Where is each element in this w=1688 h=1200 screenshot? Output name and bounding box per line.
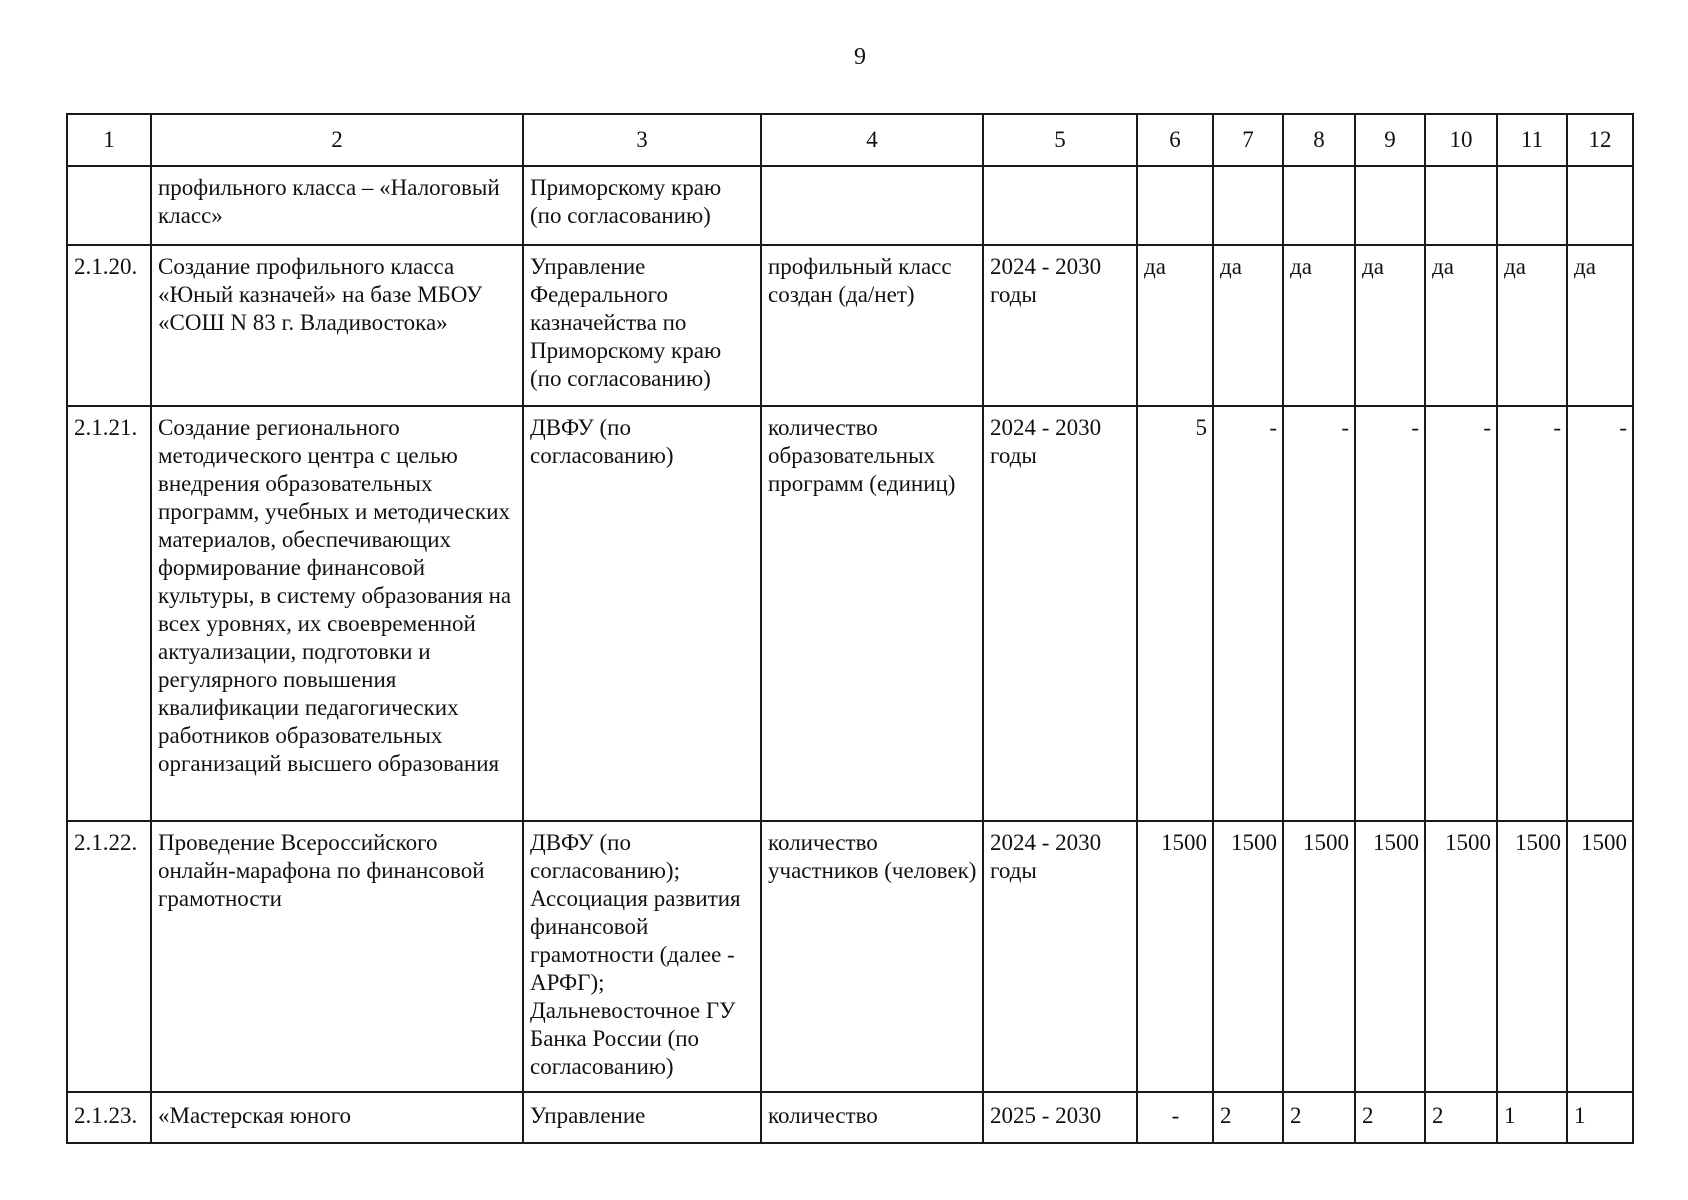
responsible-cell: Приморскому краю (по согласованию): [523, 166, 761, 245]
value-cell: [1213, 166, 1283, 245]
table-row: [67, 1092, 1633, 1143]
value-cell: 1500: [1425, 821, 1497, 1092]
value-cell: 1500: [1213, 821, 1283, 1092]
value-cell: [1425, 166, 1497, 245]
item-number-cell: 2.1.20.: [67, 245, 151, 406]
column-header: 10: [1425, 114, 1497, 166]
activity-cell: Создание регионального методического центра с целью внедрения образовательных программ, учебных и методических материалов, обеспечивающих формирование финансовой культуры, в систему образования на всех уровнях, их своевременной актуализации, подготовки и регулярного повышения квалификации педагогических работников образовательных организаций высшего образования: [151, 406, 523, 821]
table-row: [67, 166, 1633, 245]
item-number-cell: 2.1.21.: [67, 406, 151, 821]
value-cell: [1137, 166, 1213, 245]
value-cell: 1500: [1497, 821, 1567, 1092]
value-cell: да: [1355, 245, 1425, 406]
column-header: 9: [1355, 114, 1425, 166]
value-cell: -: [1425, 406, 1497, 821]
value-cell: -: [1567, 406, 1633, 821]
activities-table: [66, 113, 1634, 1144]
column-header: 5: [983, 114, 1137, 166]
value-cell: [1497, 166, 1567, 245]
indicator-cell: количество: [761, 1092, 983, 1143]
value-cell: [1567, 166, 1633, 245]
value-cell: -: [1137, 1092, 1213, 1143]
value-cell: да: [1425, 245, 1497, 406]
value-cell: да: [1137, 245, 1213, 406]
value-cell: 1500: [1137, 821, 1213, 1092]
column-header: 2: [151, 114, 523, 166]
value-cell: 1500: [1355, 821, 1425, 1092]
value-cell: 1500: [1567, 821, 1633, 1092]
table-row: [67, 406, 1633, 821]
period-cell: 2024 - 2030 годы: [983, 406, 1137, 821]
indicator-cell: профильный класс создан (да/нет): [761, 245, 983, 406]
responsible-cell: ДВФУ (по согласованию): [523, 406, 761, 821]
value-cell: 1: [1497, 1092, 1567, 1143]
period-cell: [983, 166, 1137, 245]
column-header: 8: [1283, 114, 1355, 166]
activity-cell: «Мастерская юного: [151, 1092, 523, 1143]
activity-cell: Проведение Всероссийского онлайн-марафона по финансовой грамотности: [151, 821, 523, 1092]
value-cell: да: [1283, 245, 1355, 406]
value-cell: -: [1355, 406, 1425, 821]
activity-cell: профильного класса – «Налоговый класс»: [151, 166, 523, 245]
value-cell: -: [1213, 406, 1283, 821]
value-cell: 1500: [1283, 821, 1355, 1092]
page-number: 9: [854, 44, 866, 70]
responsible-cell: ДВФУ (по согласованию); Ассоциация развития финансовой грамотности (далее - АРФГ); Дальневосточное ГУ Банка России (по согласованию): [523, 821, 761, 1092]
value-cell: 1: [1567, 1092, 1633, 1143]
period-cell: 2025 - 2030: [983, 1092, 1137, 1143]
column-header: 1: [67, 114, 151, 166]
item-number-cell: [67, 166, 151, 245]
activity-cell: Создание профильного класса «Юный казначей» на базе МБОУ «СОШ N 83 г. Владивостока»: [151, 245, 523, 406]
column-header: 6: [1137, 114, 1213, 166]
period-cell: 2024 - 2030 годы: [983, 245, 1137, 406]
value-cell: 2: [1283, 1092, 1355, 1143]
item-number-cell: 2.1.23.: [67, 1092, 151, 1143]
value-cell: да: [1213, 245, 1283, 406]
value-cell: 5: [1137, 406, 1213, 821]
value-cell: да: [1497, 245, 1567, 406]
responsible-cell: Управление: [523, 1092, 761, 1143]
value-cell: 2: [1355, 1092, 1425, 1143]
column-header: 12: [1567, 114, 1633, 166]
indicator-cell: [761, 166, 983, 245]
column-header: 7: [1213, 114, 1283, 166]
value-cell: да: [1567, 245, 1633, 406]
column-header: 3: [523, 114, 761, 166]
period-cell: 2024 - 2030 годы: [983, 821, 1137, 1092]
value-cell: [1283, 166, 1355, 245]
column-header: 11: [1497, 114, 1567, 166]
value-cell: 2: [1425, 1092, 1497, 1143]
table-row: [67, 821, 1633, 1092]
table-header-row: [67, 114, 1633, 166]
indicator-cell: количество участников (человек): [761, 821, 983, 1092]
value-cell: [1355, 166, 1425, 245]
responsible-cell: Управление Федерального казначейства по Приморскому краю (по согласованию): [523, 245, 761, 406]
item-number-cell: 2.1.22.: [67, 821, 151, 1092]
value-cell: 2: [1213, 1092, 1283, 1143]
value-cell: -: [1283, 406, 1355, 821]
value-cell: -: [1497, 406, 1567, 821]
column-header: 4: [761, 114, 983, 166]
indicator-cell: количество образовательных программ (единиц): [761, 406, 983, 821]
table-row: [67, 245, 1633, 406]
